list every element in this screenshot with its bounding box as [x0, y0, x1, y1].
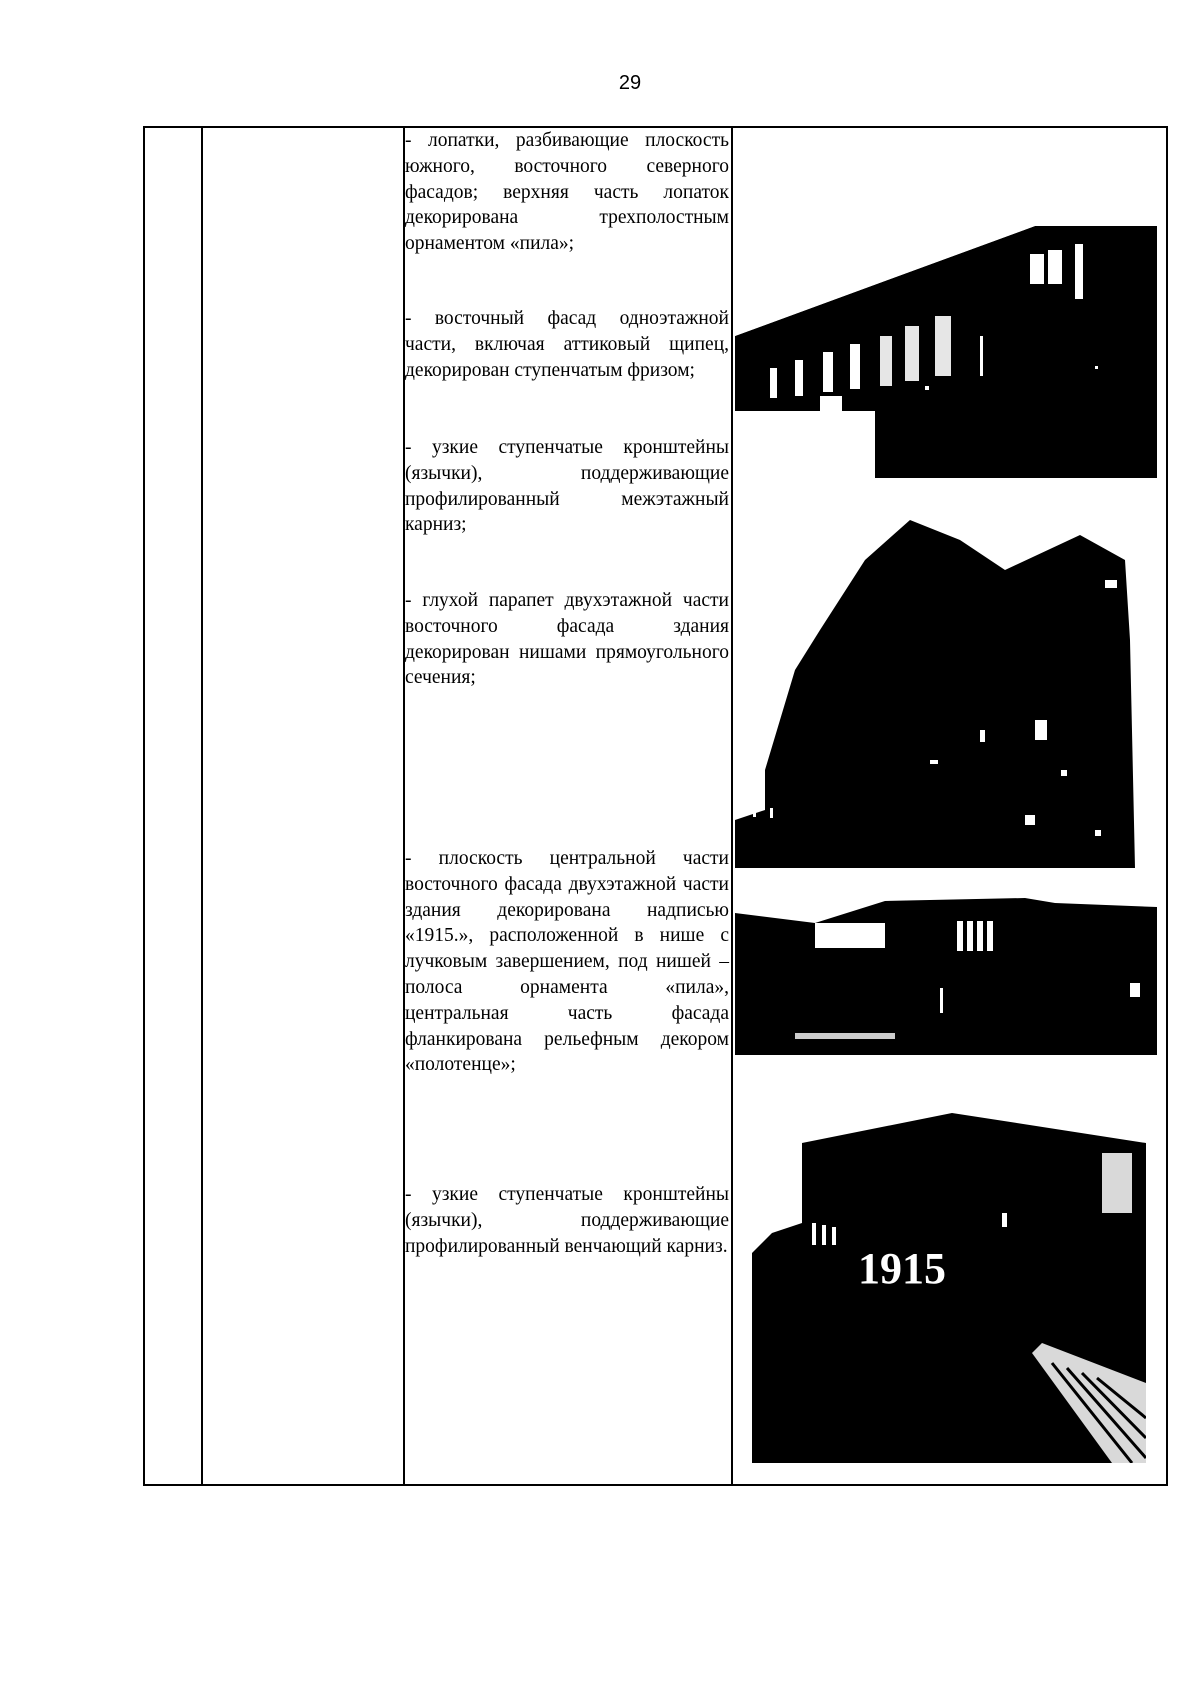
column-divider-1	[201, 128, 203, 1484]
description-paragraph-crowning-brackets: - узкие ступенчатые кронштейны (язычки), поддерживающие профилированный венчающий карниз.	[405, 1184, 729, 1257]
description-paragraph-parapet-niches: - глухой парапет двухэтажной части восточного фасада здания декорирован нишами прямоугольного сечения;	[405, 590, 729, 689]
description-paragraph-pilasters: - лопатки, разбивающие плоскость южного, восточного северного фасадов; верхняя часть лопаток декорирована трехполостным орнаментом «пила»;	[405, 130, 729, 255]
photo-street-view	[735, 893, 1157, 1055]
photo-building-facade	[735, 226, 1157, 478]
description-paragraph-inscription: - плоскость центральной части восточного фасада двухэтажной части здания декорирована надписью «1915.», расположенной в нише с лучковым завершением, под нишей – полоса орнамента «пила», центральная часть фасада фланкирована рельефным декором «полотенце»;	[405, 848, 729, 1076]
photo-parapet-corner	[735, 520, 1145, 868]
photo-inscription-text: 1915	[858, 1244, 946, 1293]
photo-1915-inscription	[752, 1113, 1146, 1463]
page-number: 29	[618, 72, 642, 94]
description-paragraph-east-facade-frieze: - восточный фасад одноэтажной части, включая аттиковый щипец, декорирован ступенчатым фризом;	[405, 308, 729, 381]
column-divider-3	[731, 128, 733, 1484]
description-paragraph-interfloor-brackets: - узкие ступенчатые кронштейны (язычки), поддерживающие профилированный межэтажный карниз;	[405, 437, 729, 536]
